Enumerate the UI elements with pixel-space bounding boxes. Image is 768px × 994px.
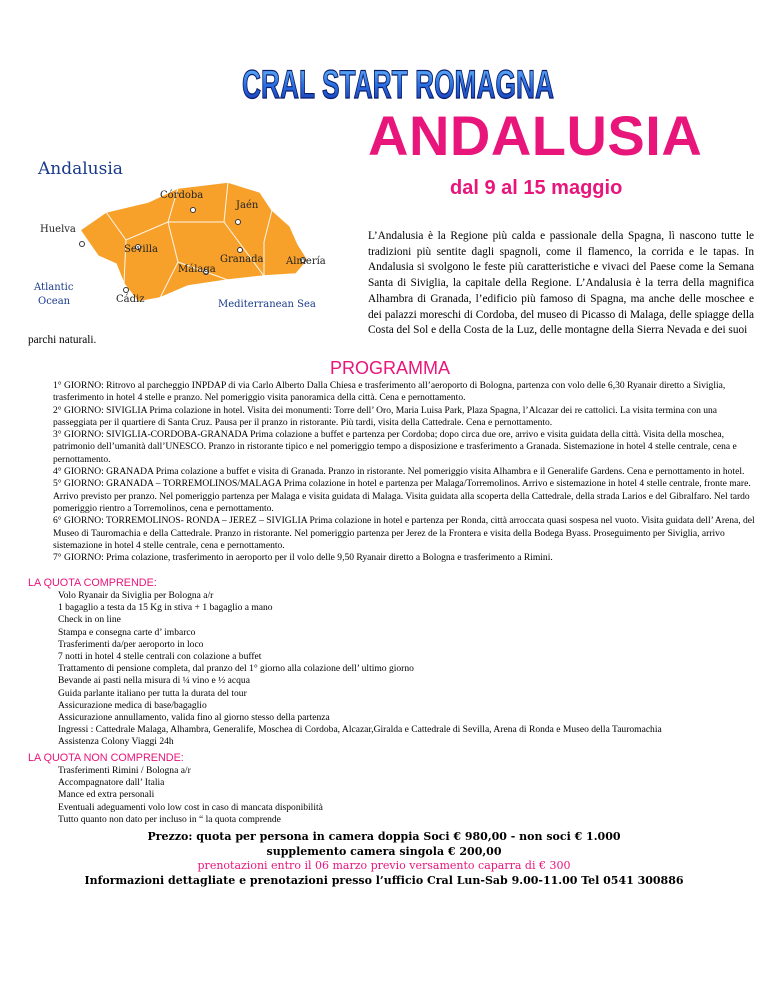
day-3: 3° GIORNO: SIVIGLIA-CORDOBA-GRANADA Prima colazione a buffet e partenza per Cordoba; dopo circa due ore, arrivo e visita guidata della città. Visita della moschea, patrimonio dell’umanità dall’UNESCO. Pranzo in ristorante tipico e nel pomeriggio tempo a disposizione e trasferimento a Granada. Sistemazione in hotel 4 stelle centrale, cena e pernottamento. [53, 429, 737, 465]
intro-tail: parchi naturali. [28, 334, 97, 346]
page-title: ANDALUSIA [368, 104, 703, 167]
list-item: Stampa e consegna carte d’ imbarco [58, 626, 196, 638]
list-item: Assicurazione annullamento, valida fino al giorno stesso della partenza [58, 712, 330, 724]
map-label-granada: Granada [220, 254, 264, 265]
map-label-huelva: Huelva [40, 224, 76, 235]
list-item: Trasferimenti da/per aeroporto in loco [58, 638, 204, 650]
day-2: 2° GIORNO: SIVIGLIA Prima colazione in hotel. Visita dei monumenti: Torre dell’ Oro, Maria Luisa Park, Plaza Spagna, l’Alcazar dei re cattolici. La visita termina con una passeggiata per il quartiere di Santa Cruz. Pausa per il pranzo in ristorante. Più tardi, visita della Cattedrale. Cena e pernottamento. [53, 404, 718, 428]
price-footer [0, 830, 768, 888]
list-item: Volo Ryanair da Siviglia per Bologna a/r [58, 590, 214, 601]
list-item: Eventuali adeguamenti volo low cost in caso di mancata disponibilità [58, 801, 323, 813]
list-item: Assicurazione medica di base/bagaglio [58, 699, 207, 711]
map-label-atlantic: Atlantic [34, 282, 74, 293]
day-5: 5° GIORNO: GRANADA – TORREMOLINOS/MALAGA Prima colazione in hotel e partenza per Malaga/Torremolinos. Arrivo e sistemazione in hotel 4 stelle centrale, fronte mare. Arrivo previsto per pranzo. Nel pomeriggio partenza per Malaga e visita guidata di Malaga. Visita guidata alla scoperta della Cattedrale, della strada Larios e del Gibralfaro. Nel tardo pomeriggio rientro a Torremolinos, cena e pernottamento. [53, 478, 751, 514]
info-contact: Informazioni dettagliate e prenotazioni presso l’ufficio Cral Lun-Sab 9.00-11.00 Tel 0541 300886 [84, 873, 684, 887]
list-item: Accompagnatore dall’ Italia [58, 777, 165, 789]
list-item: Assistenza Colony Viaggi 24h [58, 736, 174, 748]
list-item: Tutto quanto non dato per incluso in “ la quota comprende [58, 813, 281, 825]
map-label-jaen: Jaén [236, 200, 259, 211]
intro-text: L’Andalusia è la Regione più calda e passionale della Spagna, lì nascono tutte le tradizioni più sentite dagli spagnoli, come il flamenco, la corrida e le tapas. In Andalusia si svolgono le feste più caratteristiche e vivaci del Paese come la Semana Santa di Siviglia, la capitale della Regione. L’Andalusia è la terra della magnifica Alhambra di Granada, l’edificio più famoso di Spagna, ma anche delle moschee e dei palazzi moreschi di Cordoba, del museo di Picasso di Malaga, delle spiagge della Costa del Sol e della Costa de la Luz, delle montagne della Sierra Nevada e dei suoi [368, 230, 754, 337]
programma-heading: PROGRAMMA [330, 358, 451, 378]
map-label-med: Mediterranean Sea [218, 299, 316, 310]
day-4: 4° GIORNO: GRANADA Prima colazione a buffet e visita di Granada. Pranzo in ristorante. Nel pomeriggio visita Alhambra e il Generalife Gardens. Cena e pernottamento in hotel. [53, 466, 745, 478]
day-1: 1° GIORNO: Ritrovo al parcheggio INPDAP di via Carlo Alberto Dalla Chiesa e trasferimento all’aeroporto di Bologna, partenza con volo delle 6,30 Ryanair diretto a Siviglia, trasferimento in hotel 4 stelle e pranzo. Nel pomeriggio visita panoramica della città. Cena e pernottamento. [53, 380, 726, 404]
programma-list [53, 380, 759, 564]
list-item: 7 notti in hotel 4 stelle centrali con colazione a buffet [58, 651, 262, 663]
non-comprende-heading: LA QUOTA NON COMPRENDE: [28, 752, 184, 764]
comprende-list [58, 590, 758, 749]
list-item: 1 bagaglio a testa da 15 Kg in stiva + 1 bagaglio a mano [58, 602, 273, 614]
single-supplement: supplemento camera singola € 200,00 [266, 844, 502, 858]
day-7: 7° GIORNO: Prima colazione, trasferimento in aeroporto per il volo delle 9,50 Ryanair diretto a Bologna e trasferimento a Rimini. [53, 552, 553, 564]
list-item: Check in on line [58, 614, 121, 626]
list-item: Trasferimenti Rimini / Bologna a/r [58, 765, 191, 776]
andalusia-map [28, 152, 348, 337]
map-label-cordoba: Córdoba [160, 190, 204, 201]
price-line: Prezzo: quota per persona in camera doppia Soci € 980,00 - non soci € 1.000 [147, 830, 621, 843]
trip-dates: dal 9 al 15 maggio [450, 177, 623, 199]
map-label-ocean: Ocean [38, 296, 71, 307]
logo-text: CRAL START ROMAGNA [242, 63, 554, 107]
list-item: Guida parlante italiano per tutta la durata del tour [58, 687, 247, 699]
map-label-cadiz: Cádiz [116, 294, 145, 305]
day-6: 6° GIORNO: TORREMOLINOS- RONDA – JEREZ – SIVIGLIA Prima colazione in hotel e partenza per Ronda, città arroccata quasi sospesa nel vuoto. Visita guidata dell’ Arena, del Museo di Tauromachia e della Cattedrale. Pranzo in ristorante. Nel pomeriggio partenza per Jerez de la Frontera e visita della Bodega Byass. Proseguimento per Siviglia, arrivo sistemazione in hotel 4 stelle centrale, cena e pernottamento. [53, 515, 755, 551]
comprende-heading: LA QUOTA COMPRENDE: [28, 577, 157, 589]
map-label-sevilla: Sevilla [124, 244, 158, 255]
list-item: Bevande ai pasti nella misura di ¼ vino e ½ acqua [58, 675, 250, 687]
list-item: Mance ed extra personali [58, 789, 155, 801]
cral-logo [238, 58, 558, 108]
map-label-malaga: Málaga [178, 264, 216, 275]
booking-deadline: prenotazioni entro il 06 marzo previo versamento caparra di € 300 [197, 859, 571, 872]
list-item: Ingressi : Cattedrale Malaga, Alhambra, Generalife, Moschea di Cordoba, Alcazar,Giralda e Cattedrale di Sevilla, Arena di Ronda e Museo della Tauromachia [58, 724, 662, 736]
non-comprende-list [58, 765, 758, 826]
map-title: Andalusia [38, 159, 123, 179]
list-item: Trattamento di pensione completa, dal pranzo del 1° giorno alla colazione dell’ ultimo giorno [58, 663, 414, 675]
map-label-almeria: Almería [286, 256, 326, 267]
